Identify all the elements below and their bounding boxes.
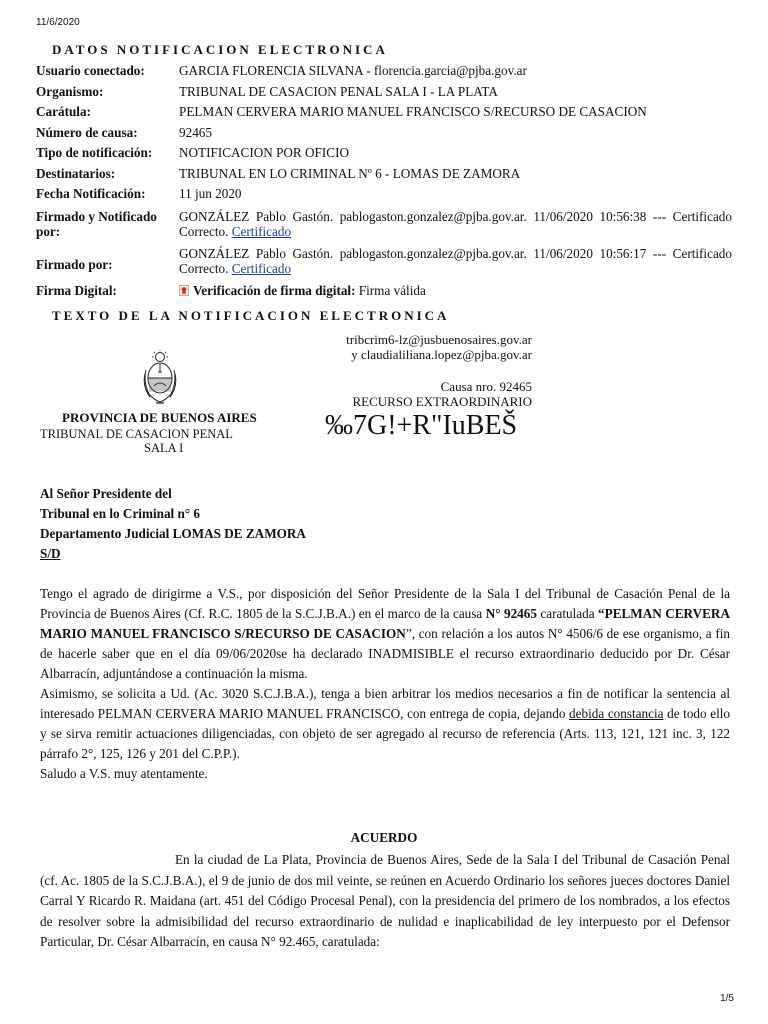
meta-label: Firmado por: bbox=[36, 256, 113, 272]
signer-details: GONZÁLEZ Pablo Gastón. pablogaston.gonzalez@pjba.gov.ar. 11/06/2020 10:56:38 --- Certificado Correcto. bbox=[179, 208, 732, 239]
signer-details: GONZÁLEZ Pablo Gastón. pablogaston.gonzalez@pjba.gov.ar. 11/06/2020 10:56:17 --- Certificado Correcto. bbox=[179, 245, 732, 276]
page-number: 1/5 bbox=[720, 993, 734, 1004]
body-text-run: caratulada bbox=[536, 606, 599, 621]
letterhead-tribunal: TRIBUNAL DE CASACION PENAL bbox=[40, 427, 233, 441]
letterhead-provincia: PROVINCIA DE BUENOS AIRES bbox=[62, 410, 257, 425]
letterhead-sala: SALA I bbox=[144, 441, 184, 455]
firma-verif-value: Firma válida bbox=[358, 282, 426, 298]
meta-value: GARCIA FLORENCIA SILVANA - florencia.garcia@pjba.gov.ar bbox=[179, 63, 527, 78]
body-closing: Saludo a V.S. muy atentamente. bbox=[40, 766, 208, 781]
recipient-email: y claudialiliana.lopez@pjba.gov.ar bbox=[351, 346, 532, 362]
body-text-run: Asimismo, se solicita a Ud. (Ac. 3020 S.C.J.B.A.), tenga a bien arbitrar los medios necesarios a fin de notificar la sentencia al interesado PELMAN CERVERA MARIO MANUEL FRANCISCO, con entrega de copia, dejando bbox=[40, 686, 730, 721]
meta-value bbox=[179, 207, 732, 246]
meta-row-organismo bbox=[36, 84, 732, 105]
argentina-coat-of-arms-icon bbox=[141, 350, 179, 406]
meta-value bbox=[179, 283, 732, 298]
certificado-link[interactable]: Certificado bbox=[231, 223, 292, 239]
meta-label: Tipo de notificación: bbox=[36, 145, 153, 160]
signature-badge-icon bbox=[179, 285, 189, 296]
meta-row-tipo bbox=[36, 145, 732, 166]
meta-value: 92465 bbox=[179, 124, 212, 140]
meta-row-firmado-notificado bbox=[36, 207, 732, 246]
body-text-run: de todo ello y se sirva remitir actuaciones diligenciadas, con objeto de ser agregado al recurso de referencia (Arts. 113, 121, 121 inc. 3, 122 párrafo 2°, 125, 126 y 201 del C.P.P.). bbox=[40, 706, 731, 761]
meta-label: Fecha Notificación: bbox=[36, 186, 146, 201]
addressee-line: S/D bbox=[40, 546, 61, 561]
meta-row-firma-digital bbox=[36, 283, 732, 298]
notification-metadata-table bbox=[36, 63, 732, 298]
meta-label: Destinatarios: bbox=[36, 165, 116, 181]
meta-label: Usuario conectado: bbox=[36, 63, 145, 78]
meta-row-destinatarios bbox=[36, 166, 732, 187]
body-text-run: Tengo el agrado de dirigirme a V.S., por disposición del Señor Presidente de la Sala I del Tribunal de Casación Penal de la Provincia de Buenos Aires (Cf. R.C. 1805 de la S.C.J.B.A.) en el marco de la causa bbox=[40, 586, 730, 621]
notification-body bbox=[40, 584, 730, 784]
texto-section-title: TEXTO DE LA NOTIFICACION ELECTRONICA bbox=[52, 308, 450, 323]
acuerdo-body bbox=[40, 850, 730, 953]
meta-label-line: Firmado y Notificado bbox=[36, 208, 157, 224]
meta-value: 11 jun 2020 bbox=[179, 186, 242, 201]
meta-label: Firma Digital: bbox=[36, 282, 117, 298]
body-paragraph bbox=[40, 684, 730, 764]
meta-label bbox=[36, 207, 179, 246]
recurso-type: RECURSO EXTRAORDINARIO bbox=[352, 393, 532, 409]
meta-row-caratula bbox=[36, 104, 732, 125]
meta-label: Número de causa: bbox=[36, 124, 138, 140]
caratula-bold: “PELMAN CERVERA MARIO MANUEL FRANCISCO S/RECURSO DE CASACION bbox=[40, 606, 730, 641]
acuerdo-title: ACUERDO bbox=[350, 830, 418, 845]
barcode-text: ‰7G!+R"IuBEŠ bbox=[325, 410, 518, 441]
addressee-block bbox=[40, 484, 306, 564]
causa-number: Causa nro. 92465 bbox=[440, 379, 532, 394]
meta-row-fecha bbox=[36, 186, 732, 207]
certificado-link[interactable]: Certificado bbox=[231, 260, 292, 276]
meta-row-numero bbox=[36, 125, 732, 146]
meta-label: Carátula: bbox=[36, 104, 91, 119]
meta-value: NOTIFICACION POR OFICIO bbox=[179, 145, 349, 160]
causa-number-bold: N° 92465 bbox=[485, 606, 537, 621]
addressee-line: Tribunal en lo Criminal n° 6 bbox=[40, 506, 201, 521]
acuerdo-paragraph: En la ciudad de La Plata, Provincia de Buenos Aires, Sede de la Sala I del Tribunal de Casación Penal (cf. Ac. 1805 de la S.C.J.B.A.), el 9 de junio de dos mil veinte, se reúnen en Acuerdo Ordinario los señores jueces doctores Daniel Carral Y Ricardo R. Maidana (art. 451 del Código Procesal Penal), con la presidencia del primero de los nombrados, a los efectos de resolver sobre la admisibilidad del recurso extraordinario de nulidad e inaplicabilidad de ley interpuesto por el Defensor Particular, Dr. César Albarracín, en causa N° 92.465, caratulada: bbox=[40, 852, 730, 949]
underlined-text: debida constancia bbox=[569, 706, 664, 721]
recipient-block bbox=[346, 333, 532, 409]
addressee-line: Departamento Judicial LOMAS DE ZAMORA bbox=[40, 526, 306, 541]
meta-value bbox=[179, 246, 732, 283]
meta-value: TRIBUNAL DE CASACION PENAL SALA I - LA PLATA bbox=[179, 83, 498, 99]
meta-row-usuario bbox=[36, 63, 732, 84]
meta-label-line: por: bbox=[36, 223, 61, 239]
firma-verif-label: Verificación de firma digital: bbox=[193, 282, 356, 298]
meta-value: TRIBUNAL EN LO CRIMINAL Nº 6 - LOMAS DE ZAMORA bbox=[179, 165, 521, 181]
meta-section-title: DATOS NOTIFICACION ELECTRONICA bbox=[52, 42, 388, 57]
addressee-line: Al Señor Presidente del bbox=[40, 486, 172, 501]
meta-label: Organismo: bbox=[36, 83, 104, 99]
print-date: 11/6/2020 bbox=[36, 17, 80, 28]
body-paragraph bbox=[40, 584, 730, 684]
meta-row-firmado bbox=[36, 246, 732, 283]
meta-value: PELMAN CERVERA MARIO MANUEL FRANCISCO S/RECURSO DE CASACION bbox=[179, 104, 647, 119]
recipient-email: tribcrim6-lz@jusbuenosaires.gov.ar bbox=[346, 332, 532, 347]
body-text-run: ”, con relación a los autos N° 4506/6 de ese organismo, a fin de hacerle saber que en el día 09/06/2020se ha declarado INADMISIBLE el recurso extraordinario deducido por Dr. César Albarracín, adjuntándose a continuación la misma. bbox=[40, 626, 731, 681]
